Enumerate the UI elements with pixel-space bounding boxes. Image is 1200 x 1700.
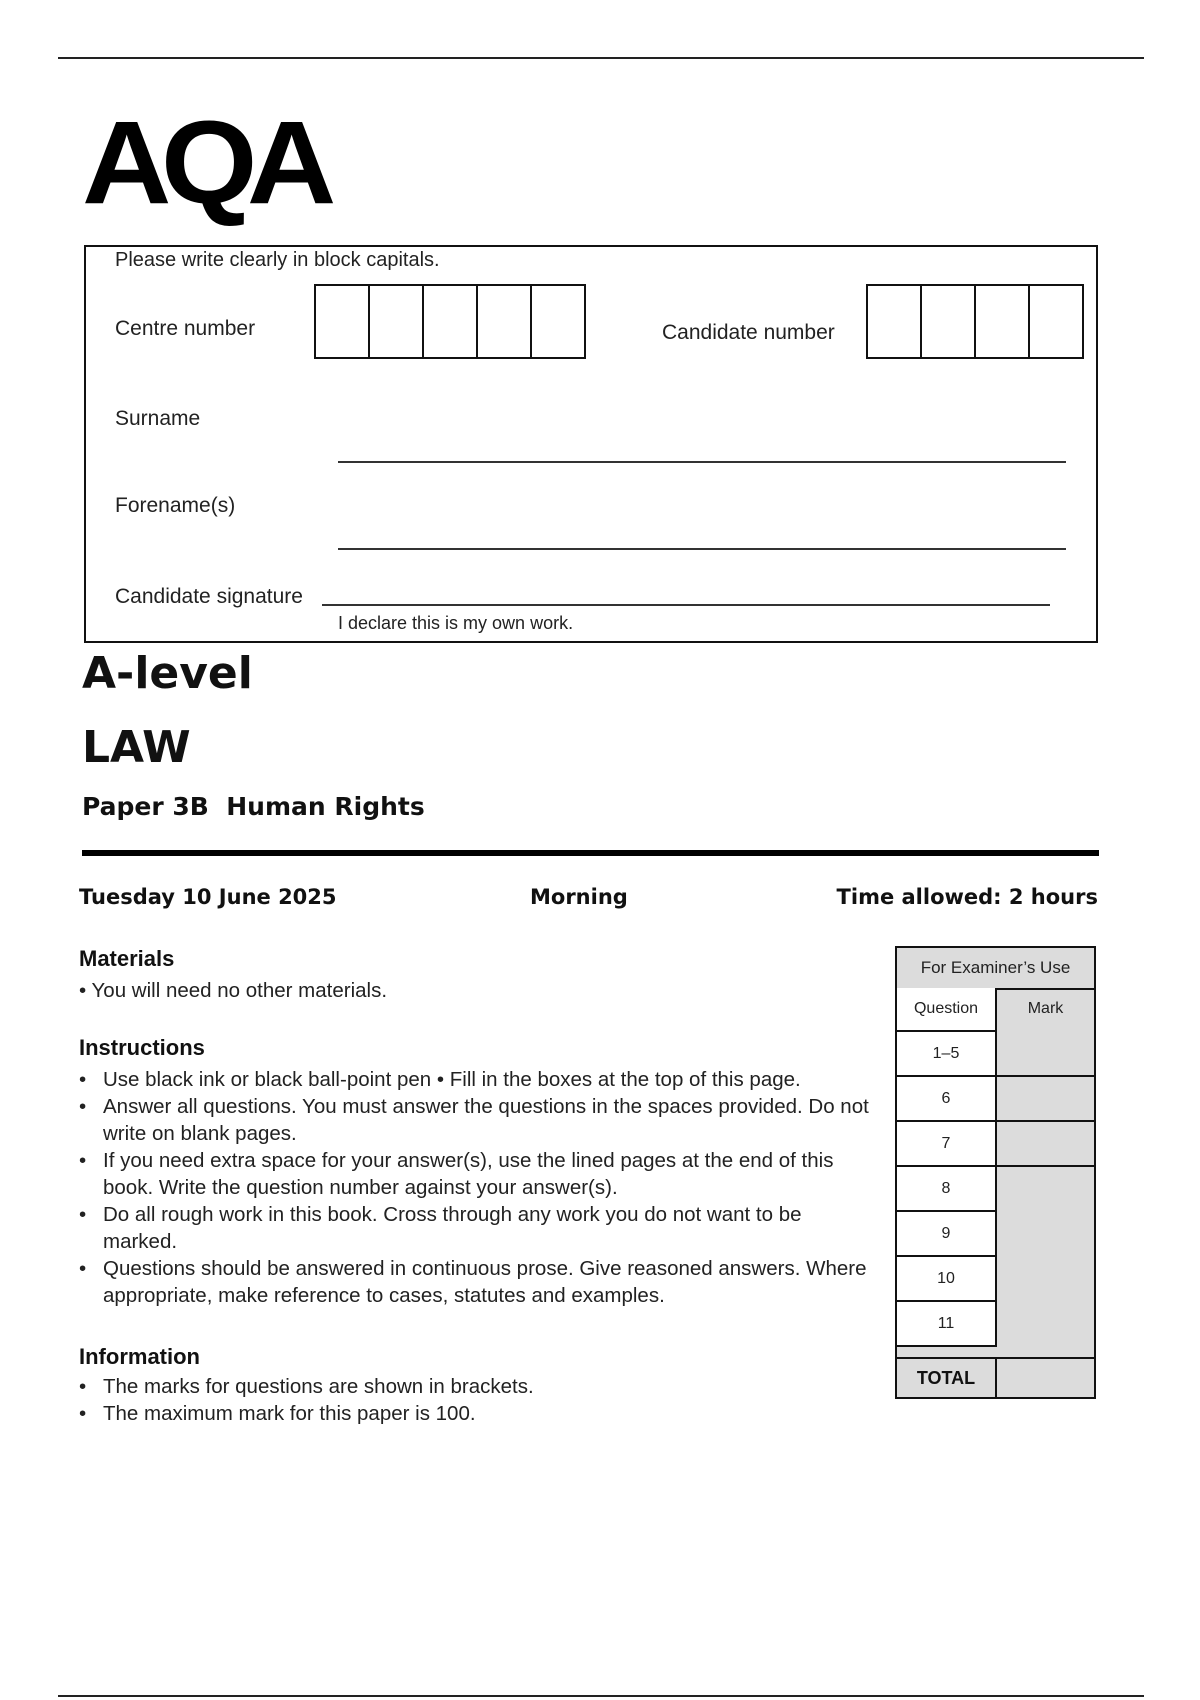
block-capitals-instruction: Please write clearly in block capitals. [115,249,440,271]
centre-digit-box[interactable] [422,284,478,359]
candidate-digit-box[interactable] [866,284,922,359]
surname-label: Surname [115,407,201,430]
mark-column-header: Mark [1027,1000,1064,1017]
information-list [79,1373,879,1427]
signature-line[interactable] [322,604,1050,606]
examiner-use-table [895,946,1096,1399]
list-item: • You will need no other materials. [79,979,388,1002]
centre-digit-box[interactable] [530,284,586,359]
centre-digit-box[interactable] [368,284,424,359]
mark-row-divider [997,1165,1094,1167]
bottom-rule [58,1695,1144,1697]
candidate-number-boxes [866,284,1082,359]
question-cell: 1–5 [897,1032,997,1077]
qualification-title: A-level [82,648,253,699]
question-cell: 11 [897,1302,997,1347]
exam-session: Morning [530,885,628,909]
forename-label: Forename(s) [115,494,236,517]
forename-line[interactable] [338,548,1066,550]
list-item: • Do all rough work in this book. Cross through any work you do not want to be marked. [79,1201,879,1255]
signature-label: Candidate signature [115,585,303,608]
time-allowed: Time allowed: 2 hours [836,885,1098,909]
candidate-digit-box[interactable] [974,284,1030,359]
materials-heading: Materials [79,946,175,971]
list-item: • Use black ink or black ball-point pen • Fill in the boxes at the top of this page. [79,1066,879,1093]
aqa-logo: AQA [82,97,326,229]
subject-title: LAW [82,722,191,773]
question-cell: 7 [897,1122,997,1167]
candidate-digit-box[interactable] [1028,284,1084,359]
information-heading: Information [79,1344,200,1369]
candidate-number-label: Candidate number [662,321,835,344]
question-cell: 10 [897,1257,997,1302]
list-item: • Answer all questions. You must answer the questions in the spaces provided. Do not write on blank pages. [79,1093,879,1147]
question-cell: 9 [897,1212,997,1257]
total-label: TOTAL [897,1359,997,1397]
title-divider [82,850,1099,856]
centre-digit-box[interactable] [476,284,532,359]
question-cell: 8 [897,1167,997,1212]
list-item: • The maximum mark for this paper is 100. [79,1400,879,1427]
list-item: • If you need extra space for your answer(s), use the lined pages at the end of this book. Write the question number against your answer(s). [79,1147,879,1201]
declaration-text: I declare this is my own work. [338,613,574,633]
materials-list [79,977,879,1004]
question-column-header: Question [897,988,997,1032]
surname-line[interactable] [338,461,1066,463]
question-cell: 6 [897,1077,997,1122]
exam-date: Tuesday 10 June 2025 [79,885,337,909]
candidate-digit-box[interactable] [920,284,976,359]
centre-number-label: Centre number [115,317,256,340]
centre-number-boxes [314,284,584,359]
examiner-table-title: For Examiner’s Use [897,948,1094,990]
top-rule [58,57,1144,59]
paper-title: Paper 3B Human Rights [82,792,425,821]
list-item: • Questions should be answered in continuous prose. Give reasoned answers. Where appropriate, make reference to cases, statutes and examples. [79,1255,879,1309]
centre-digit-box[interactable] [314,284,370,359]
mark-row-divider [997,1075,1094,1077]
mark-row-divider [997,1120,1094,1122]
instructions-heading: Instructions [79,1035,205,1060]
candidate-details-box [84,245,1098,643]
list-item: • The marks for questions are shown in brackets. [79,1373,879,1400]
instructions-list [79,1066,879,1309]
